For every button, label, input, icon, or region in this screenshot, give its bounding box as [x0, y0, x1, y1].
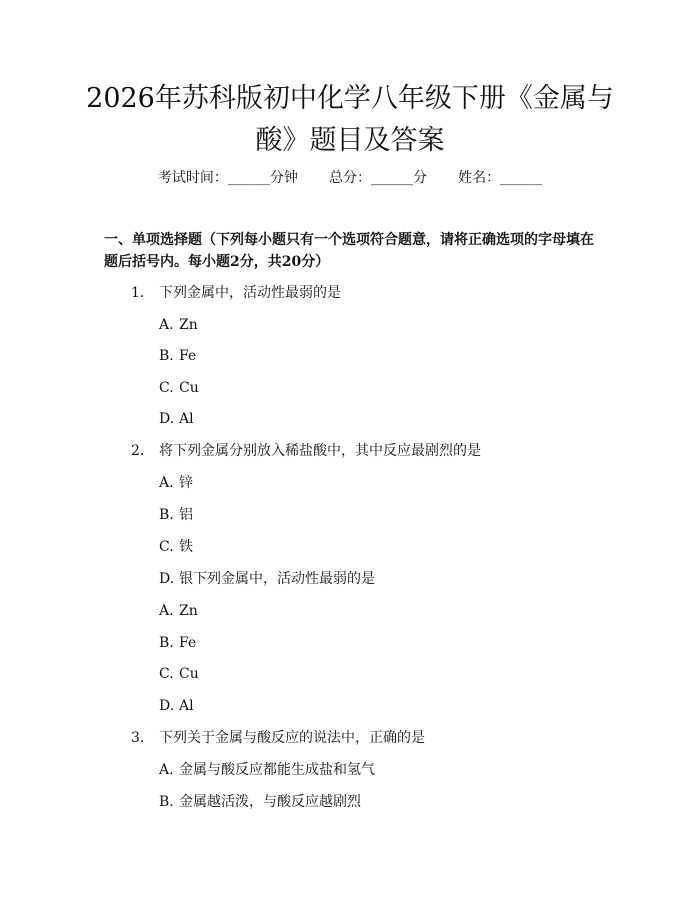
question-2 [131, 441, 481, 461]
q3-option-b [159, 792, 361, 812]
question-2-stem: 将下列金属分别放入稀盐酸中，其中反应最剧烈的是 [159, 443, 481, 459]
time-unit: 分钟 [269, 170, 298, 186]
option-text: Al [179, 698, 194, 714]
q2-option-b-repeat [159, 633, 196, 653]
option-text: Al [179, 411, 194, 427]
q2-option-c [159, 537, 193, 557]
q1-option-c [159, 378, 199, 398]
score-blank: ______ [371, 170, 413, 186]
q2-option-a-repeat [159, 601, 198, 621]
option-text: 银下列金属中，活动性最弱的是 [179, 571, 375, 587]
score-unit: 分 [413, 170, 427, 186]
question-1 [131, 283, 341, 303]
q2-option-d-repeat [159, 696, 194, 716]
section-1-heading: 一、单项选择题（下列每小题只有一个选项符合题意，请将正确选项的字母填在题后括号内。每小题2分，共20分） [104, 232, 594, 270]
option-letter: D. [159, 571, 175, 587]
option-text: Zn [179, 603, 198, 619]
option-letter: B. [159, 507, 174, 523]
option-text: Cu [179, 380, 199, 396]
title-line-2: 酸》题目及答案 [255, 125, 445, 156]
name-label: 姓名： [458, 170, 501, 186]
option-letter: C. [159, 539, 174, 555]
option-text: 铝 [179, 507, 193, 523]
option-text: 金属与酸反应都能生成盐和氢气 [179, 762, 375, 778]
option-text: 锌 [179, 475, 193, 491]
q1-option-b [159, 346, 196, 366]
option-letter: B. [159, 348, 174, 364]
option-text: Cu [179, 666, 199, 682]
option-text: Fe [179, 635, 197, 651]
option-text: 金属越活泼，与酸反应越剧烈 [179, 794, 361, 810]
question-1-stem: 下列金属中，活动性最弱的是 [159, 285, 341, 301]
title-line-1: 2026年苏科版初中化学八年级下册《金属与 [86, 83, 614, 114]
score-label: 总分： [329, 170, 371, 186]
option-letter: B. [159, 635, 174, 651]
document-title [60, 78, 640, 162]
question-3 [131, 728, 425, 748]
option-letter: C. [159, 380, 174, 396]
option-letter: B. [159, 794, 174, 810]
q1-option-d [159, 409, 194, 429]
option-text: Zn [179, 317, 198, 333]
q1-option-a [159, 315, 198, 335]
q3-option-a [159, 760, 375, 780]
option-letter: C. [159, 666, 174, 682]
q2-option-d [159, 569, 375, 589]
time-label: 考试时间： [157, 170, 228, 186]
question-3-stem: 下列关于金属与酸反应的说法中，正确的是 [159, 730, 425, 746]
question-3-number: 3. [131, 730, 145, 746]
question-2-number: 2. [131, 443, 145, 459]
q2-option-c-repeat [159, 664, 199, 684]
name-blank: ______ [500, 170, 543, 186]
option-text: 铁 [179, 539, 193, 555]
option-letter: A. [159, 475, 174, 491]
question-1-number: 1. [131, 285, 145, 301]
option-text: Fe [179, 348, 197, 364]
option-letter: A. [159, 603, 174, 619]
time-blank: ______ [227, 170, 270, 186]
q2-option-b [159, 505, 193, 525]
option-letter: D. [159, 698, 175, 714]
option-letter: A. [159, 762, 174, 778]
option-letter: D. [159, 411, 175, 427]
option-letter: A. [159, 317, 174, 333]
exam-meta-line [0, 167, 700, 187]
q2-option-a [159, 473, 193, 493]
